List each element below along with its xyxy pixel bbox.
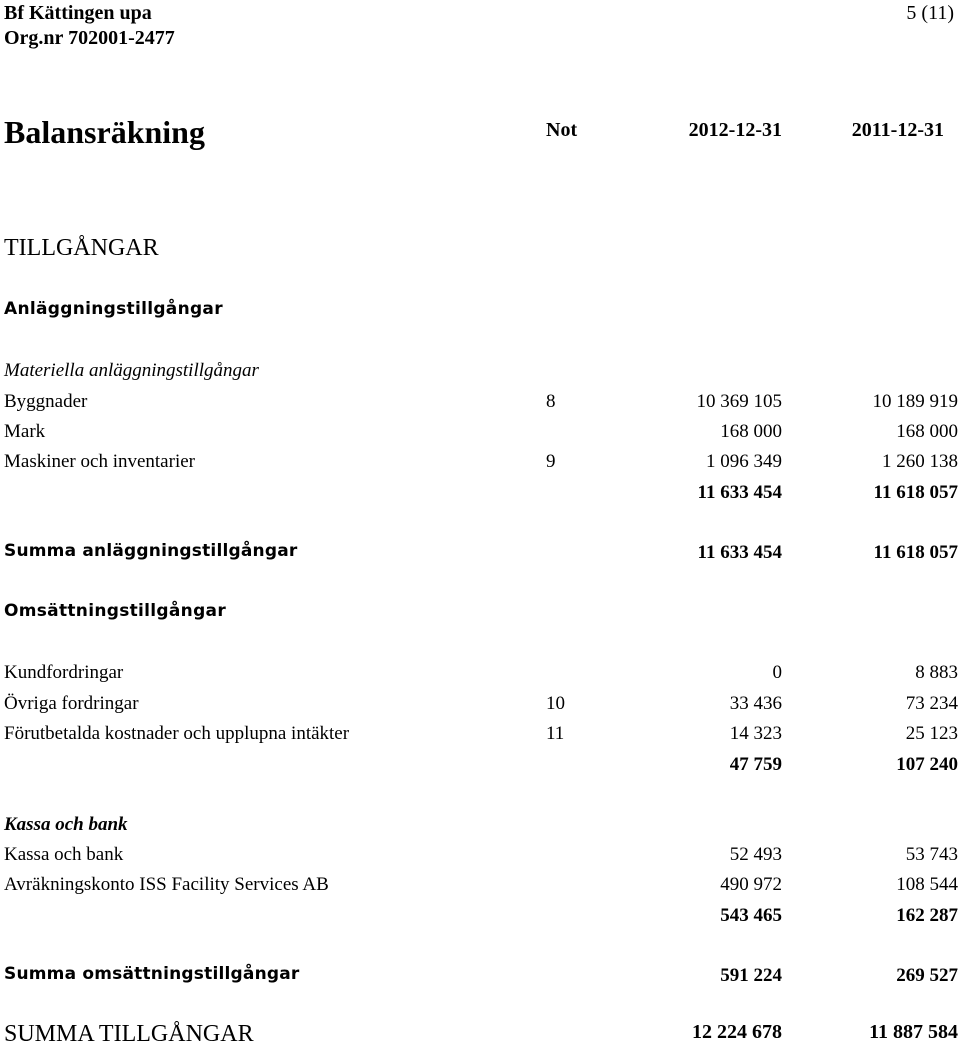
row-note: 8 (546, 391, 556, 412)
row-value-2012: 11 633 454 (697, 482, 782, 503)
row-value-2012: 490 972 (720, 874, 782, 895)
row-value-2011: 25 123 (905, 723, 958, 744)
row-label: Anläggningstillgångar (4, 299, 223, 319)
row-label: SUMMA TILLGÅNGAR (4, 1021, 254, 1047)
row-value-2012: 47 759 (729, 754, 782, 775)
row-value-2011: 1 260 138 (882, 451, 958, 472)
row-value-2012: 0 (772, 662, 782, 683)
row-value-2011: 73 234 (905, 693, 958, 714)
org-number: Org.nr 702001-2477 (4, 27, 175, 49)
row-value-2011: 11 618 057 (873, 542, 958, 563)
row-value-2012: 168 000 (720, 421, 782, 442)
row-value-2012: 14 323 (729, 723, 782, 744)
row-value-2012: 33 436 (729, 693, 782, 714)
row-value-2012: 543 465 (720, 905, 782, 926)
current-year-column-header: 2012-12-31 (688, 119, 782, 141)
row-label: Maskiner och inventarier (4, 451, 195, 472)
row-value-2011: 269 527 (896, 965, 958, 986)
page-number: 5 (11) (906, 2, 954, 24)
row-note: 10 (546, 693, 565, 714)
row-label: Summa omsättningstillgångar (4, 964, 300, 984)
row-note: 11 (546, 723, 565, 744)
note-column-header: Not (546, 119, 578, 141)
row-value-2012: 52 493 (729, 844, 782, 865)
row-label: Kassa och bank (4, 844, 124, 865)
row-label: Byggnader (4, 391, 88, 412)
row-value-2012: 10 369 105 (696, 391, 782, 412)
row-label: Övriga fordringar (4, 693, 139, 714)
row-note: 9 (546, 451, 556, 472)
row-value-2011: 53 743 (905, 844, 958, 865)
row-value-2012: 11 633 454 (697, 542, 782, 563)
row-value-2011: 11 887 584 (869, 1021, 958, 1043)
row-label: Omsättningstillgångar (4, 601, 227, 621)
row-label: Förutbetalda kostnader och upplupna intäkter (4, 723, 350, 744)
previous-year-column-header: 2011-12-31 (851, 119, 944, 141)
row-value-2011: 8 883 (915, 662, 958, 683)
row-label: Mark (4, 421, 46, 442)
company-name: Bf Kättingen upa (4, 2, 152, 24)
page-title: Balansräkning (4, 114, 205, 150)
row-value-2011: 168 000 (896, 421, 958, 442)
row-label: Kundfordringar (4, 662, 124, 683)
row-label: Materiella anläggningstillgångar (4, 360, 259, 381)
row-label: Kassa och bank (4, 814, 128, 835)
row-value-2012: 12 224 678 (692, 1021, 782, 1043)
row-value-2012: 591 224 (720, 965, 782, 986)
row-value-2011: 10 189 919 (872, 391, 958, 412)
row-label: Summa anläggningstillgångar (4, 541, 298, 561)
row-label: Avräkningskonto ISS Facility Services AB (4, 874, 329, 895)
row-value-2011: 108 544 (896, 874, 958, 895)
row-value-2011: 162 287 (896, 905, 958, 926)
row-value-2012: 1 096 349 (706, 451, 782, 472)
row-label: TILLGÅNGAR (4, 235, 159, 261)
row-value-2011: 11 618 057 (873, 482, 958, 503)
row-value-2011: 107 240 (896, 754, 958, 775)
